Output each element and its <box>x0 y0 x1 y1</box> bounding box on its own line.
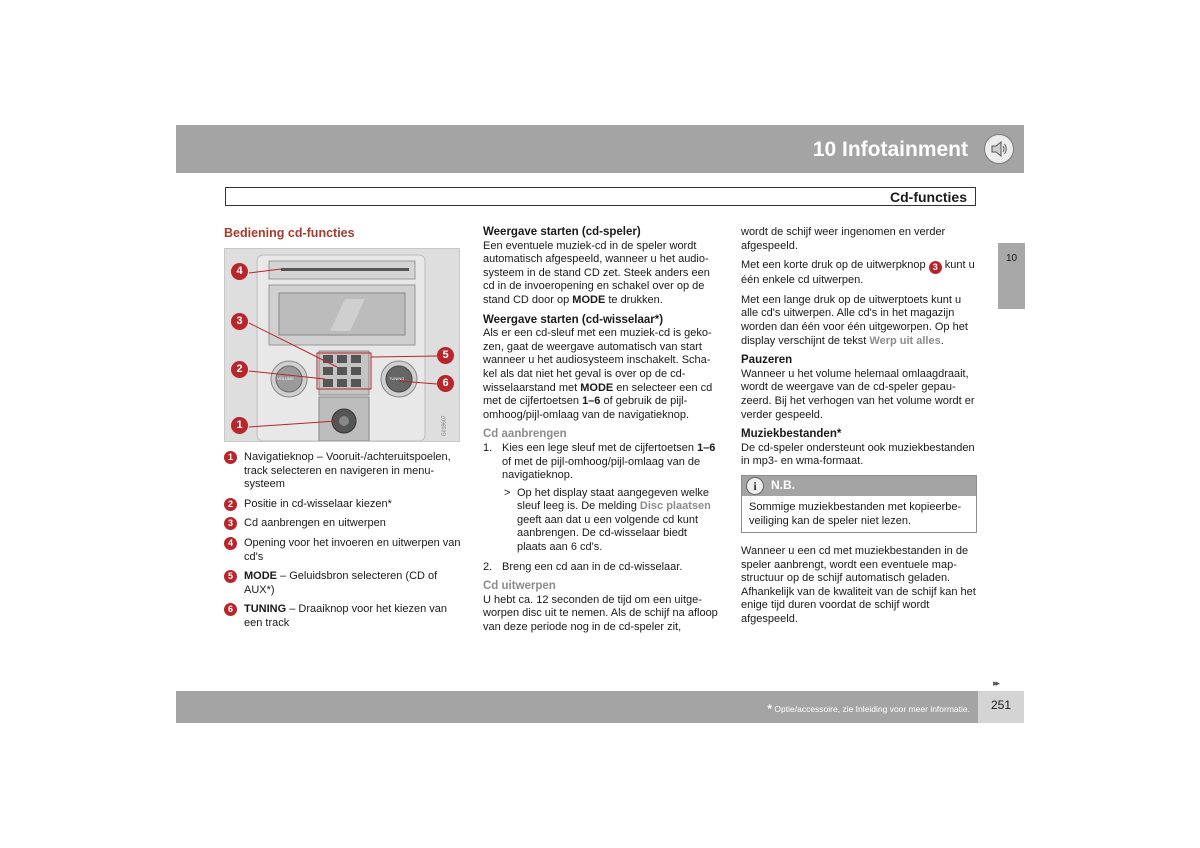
callout-4: 4 <box>231 263 248 280</box>
legend-item: 6 TUNING – Draaiknop voor het kiezen van een track <box>224 603 464 630</box>
speaker-icon <box>984 134 1014 164</box>
paragraph-start-cd-player: Een eventuele muziek-cd in de speler wordt automatisch afgespeeld, wanneer u het audiosysteem in de stand CD zet. Steek anders een cd in de invoeropening en schakel over op de stand CD door op MODE te drukken. <box>483 239 710 306</box>
callout-1: 1 <box>231 417 248 434</box>
page-number: 251 <box>990 698 1012 712</box>
chapter-side-tab[interactable] <box>998 243 1025 309</box>
column-3 <box>741 226 977 633</box>
legend-number: 3 <box>224 517 237 530</box>
section-header <box>225 187 976 206</box>
inline-callout-3: 3 <box>929 261 942 274</box>
legend-item: 1 Navigatieknop – Vooruit-/achteruitspoelen, track selecteren en navigeren in menusysteem <box>224 451 464 492</box>
legend-number: 6 <box>224 603 237 616</box>
paragraph-continued: wordt de schijf weer ingenomen en verder afgespeeld. <box>741 226 946 252</box>
result-arrow: > <box>504 486 511 499</box>
heading-start-cd-changer: Weergave starten (cd-wisselaar*) <box>483 313 664 326</box>
heading-start-cd-player: Weergave starten (cd-speler) <box>483 226 641 238</box>
step-item: 2. Breng een cd aan in de cd-wisselaar. <box>483 560 683 573</box>
paragraph-music-folders: Wanneer u een cd met muziekbestanden in de speler aanbrengt, wordt een eventuele mapstructuur op de schijf automatisch geladen. Afhankelijk van de kwaliteit van de schijf kan het enige tijd duren voordat de schijf wordt afgespeeld. <box>741 545 976 626</box>
volume-knob-label: VOLUME <box>277 376 294 381</box>
chapter-title: 10 Infotainment <box>812 138 968 161</box>
info-icon: i <box>746 477 764 495</box>
heading-eject-cd: Cd uitwerpen <box>483 580 556 593</box>
callout-5: 5 <box>437 347 454 364</box>
footnote: * Optie/accessoire, zie Inleiding voor meer informatie. <box>767 702 970 716</box>
chapter-header <box>176 125 1024 173</box>
legend-item: 4 Opening voor het invoeren en uitwerpen van cd's <box>224 537 464 564</box>
legend-item: 5 MODE – Geluidsbron selecteren (CD of AUX*) <box>224 570 464 597</box>
paragraph-pause: Wanneer u het volume helemaal omlaagdraait, wordt de weergave van de cd-speler gepauzeerd. Bij het verhogen van het volume wordt er verder gespeeld. <box>741 367 975 421</box>
note-header <box>742 476 976 496</box>
step-result: > Op het display staat aangegeven welke sleuf leeg is. De melding Disc plaatsen geeft aan dat u een volgende cd kunt aanbrengen. De cd-wisselaar biedt plaats aan 6 cd's. <box>504 486 711 554</box>
legend-number: 5 <box>224 570 237 583</box>
footer-bar <box>176 691 978 723</box>
step-item: 1. Kies een lege sleuf met de cijfertoetsen 1–6 of met de pijl-omhoog/pijl-omlaag van de navigatieknop. > Op het display staat aangegeven welke sleuf leeg is. De melding Disc plaatsen geeft aan dat u een volgende cd kunt aanbrengen. De cd-wisselaar biedt plaats aan 6 cd's. <box>483 442 719 555</box>
paragraph-start-cd-changer: Als er een cd-sleuf met een muziek-cd is gekozen, gaat de weergave automatisch van start wanneer u het audiosysteem inschakelt. Schakel als dat niet het geval is over op de cd-wisselaarstand met MODE en selecteer een cd met de cijfertoetsen 1–6 of gebruik de pijl-omhoog/pijl-omlaag van de navigatieknop. <box>483 327 713 421</box>
paragraph-eject-cd: U hebt ca. 12 seconden de tijd om een uitgeworpen disc uit te nemen. Als de schijf na afloop van deze periode nog in de cd-speler zit, <box>483 593 718 634</box>
legend-number: 1 <box>224 451 237 464</box>
legend-item: 2 Positie in cd-wisselaar kiezen* <box>224 498 464 512</box>
heading-pause: Pauzeren <box>741 354 793 367</box>
paragraph-music-files: De cd-speler ondersteunt ook muziekbestanden in mp3- en wma-formaat. <box>741 441 975 468</box>
legend-item: 3 Cd aanbrengen en uitwerpen <box>224 517 464 531</box>
footnote-star: * <box>767 702 773 716</box>
section-title: Cd-functies <box>890 189 967 205</box>
column-2 <box>483 226 719 641</box>
figure-code: G018607 <box>441 415 448 437</box>
cd-panel-illustration <box>225 249 459 441</box>
side-tab-label: 10 <box>1005 253 1018 264</box>
note-text: Sommige muziekbestanden met kopieerbeveiliging kan de speler niet lezen. <box>749 500 962 527</box>
figure-heading: Bediening cd-functies <box>224 226 355 240</box>
callout-2: 2 <box>231 361 248 378</box>
legend-number: 2 <box>224 498 237 511</box>
cd-panel-figure <box>224 248 460 442</box>
callout-6: 6 <box>437 375 454 392</box>
heading-music-files: Muziekbestanden* <box>741 428 842 441</box>
paragraph-long-press: Met een lange druk op de uitwerptoets kunt u alle cd's uitwerpen. Alle cd's in het magazijn worden dan één voor één uitgeworpen. Op het display verschijnt de tekst Werp uit alles. <box>741 293 968 347</box>
callout-3: 3 <box>231 313 248 330</box>
continue-arrows-icon: ▸▸ <box>993 678 999 688</box>
column-1 <box>224 226 464 637</box>
note-box <box>741 475 977 533</box>
paragraph-short-press: Met een korte druk op de uitwerpknop 3 kunt u één enkele cd uitwerpen. <box>741 259 975 287</box>
page-number-box <box>978 691 1024 723</box>
insert-cd-steps <box>483 442 719 574</box>
figure-legend <box>224 451 464 631</box>
tuning-knob-label: TUNING <box>389 376 405 381</box>
note-title: N.B. <box>771 477 795 492</box>
heading-insert-cd: Cd aanbrengen <box>483 428 567 441</box>
legend-number: 4 <box>224 537 237 550</box>
